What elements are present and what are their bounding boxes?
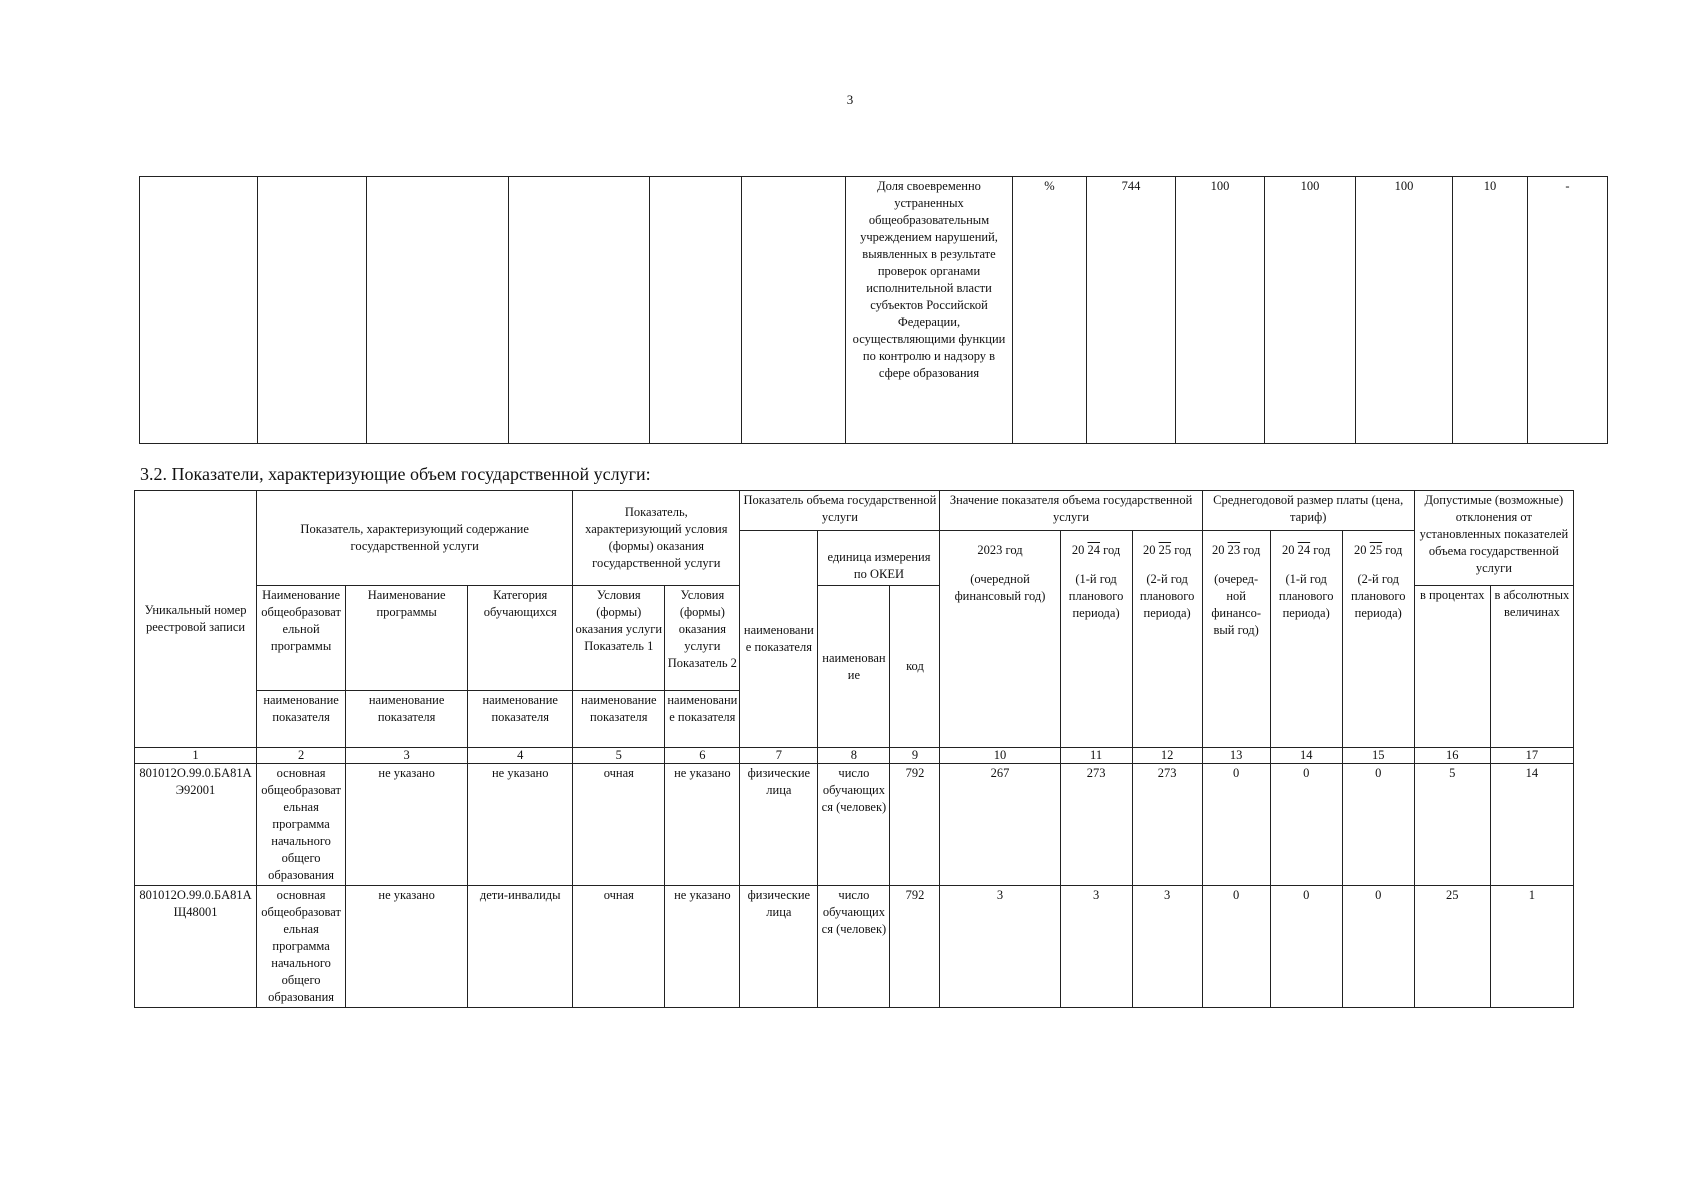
column-number: 12 (1132, 748, 1202, 764)
plan1-label: (1-й год планового периода) (1068, 572, 1124, 620)
empty-cell (367, 177, 509, 444)
quality-deviation-absolute: - (1528, 177, 1608, 444)
fee-2024-header (1270, 531, 1342, 748)
quality-code: 744 (1087, 177, 1176, 444)
empty-cell (742, 177, 846, 444)
fee-2023-label: 20 23 год (1211, 543, 1261, 557)
indicator-name-header: наименование показателя (740, 531, 818, 748)
column-number: 3 (346, 748, 468, 764)
unit-name-header: наименование (818, 586, 890, 748)
deviation-percent: 5 (1414, 764, 1490, 886)
column-number: 1 (135, 748, 257, 764)
conditions1-header: Условия (формы) оказания услуги Показатель 1 (573, 586, 665, 691)
volume-2024: 273 (1060, 764, 1132, 886)
column-number: 15 (1342, 748, 1414, 764)
year-2024-header (1060, 531, 1132, 748)
empty-cell (509, 177, 650, 444)
volume-2023: 3 (940, 886, 1060, 1008)
unit-okei-label: единица измерения по ОКЕИ (827, 550, 931, 581)
column-number: 14 (1270, 748, 1342, 764)
volume-2023: 267 (940, 764, 1060, 886)
current-fin-year-label: (очередной финансовый год) (954, 572, 1046, 603)
conditions-indicator-header: Показатель, характеризующий условия (формы) оказания государственной услуги (573, 491, 740, 586)
fee-2023-header (1202, 531, 1270, 748)
empty-cell (140, 177, 258, 444)
fee-plan1-label: (1-й год планового периода) (1278, 572, 1334, 620)
year-2024-label: 20 24 год (1071, 543, 1121, 557)
empty-cell (650, 177, 742, 444)
column-number: 16 (1414, 748, 1490, 764)
volume-value-header: Значение показателя объема государственной услуги (940, 491, 1202, 531)
section-title: 3.2. Показатели, характеризующие объем государственной услуги: (140, 464, 651, 484)
condition-2: не указано (665, 764, 740, 886)
fee-2023: 0 (1202, 764, 1270, 886)
student-category-header: Категория обучающихся (468, 586, 573, 691)
volume-indicator-header: Показатель объема государственной услуги (740, 491, 940, 531)
volume-2025: 3 (1132, 886, 1202, 1008)
deviation-absolute: 14 (1490, 764, 1573, 886)
in-absolute-header: в абсолютных величинах (1490, 586, 1573, 748)
column-number-row (135, 748, 1574, 764)
edu-program: основная общеобразовательная программа начального общего образования (257, 764, 346, 886)
student-category: дети-инвалиды (468, 886, 573, 1008)
indicator-name-sub-3: наименование показателя (346, 691, 468, 748)
unit-code: 792 (890, 764, 940, 886)
fee-2025: 0 (1342, 764, 1414, 886)
fee-2024: 0 (1270, 764, 1342, 886)
table-row (135, 886, 1574, 1008)
program-name: не указано (346, 886, 468, 1008)
edu-program-name-header: Наименование общеобразовательной программы (257, 586, 346, 691)
allowed-deviation-header: Допустимые (возможные) отклонения от установленных показателей объема государственной услуги (1414, 491, 1573, 586)
student-category: не указано (468, 764, 573, 886)
year-2023-header (940, 531, 1060, 748)
fee-2023: 0 (1202, 886, 1270, 1008)
unit-name: число обучающихся (человек) (818, 764, 890, 886)
column-number: 10 (940, 748, 1060, 764)
registry-number: 801012О.99.0.БА81АЭ92001 (135, 764, 257, 886)
quality-value-2025: 100 (1356, 177, 1453, 444)
column-number: 5 (573, 748, 665, 764)
unit-code-header: код (890, 586, 940, 748)
program-name: не указано (346, 764, 468, 886)
indicator-name-sub-4: наименование показателя (468, 691, 573, 748)
fee-2025: 0 (1342, 886, 1414, 1008)
volume-indicator-table (134, 490, 1574, 1008)
empty-cell (258, 177, 367, 444)
column-number: 17 (1490, 748, 1573, 764)
quality-indicator-name: Доля своевременно устраненных общеобразовательным учреждением нарушений, выявленных в результате проверок органами исполнительной власти субъектов Российской Федерации, осуществляющими функции по контролю и надзору в сфере образования (846, 177, 1013, 444)
unique-number-header: Уникальный номер реестровой записи (135, 491, 257, 748)
unit-code: 792 (890, 886, 940, 1008)
indicator-name-sub-5: наименование показателя (573, 691, 665, 748)
column-number: 8 (818, 748, 890, 764)
column-number: 11 (1060, 748, 1132, 764)
registry-number: 801012О.99.0.БА81АЩ48001 (135, 886, 257, 1008)
page-number: 3 (846, 92, 854, 107)
unit-name: число обучающихся (человек) (818, 886, 890, 1008)
volume-indicator: физические лица (740, 764, 818, 886)
fee-plan2-label: (2-й год планового периода) (1350, 572, 1406, 620)
quality-indicator-table (139, 176, 1608, 444)
volume-2024: 3 (1060, 886, 1132, 1008)
column-number: 4 (468, 748, 573, 764)
column-number: 13 (1202, 748, 1270, 764)
in-percent-header: в процентах (1414, 586, 1490, 748)
volume-2025: 273 (1132, 764, 1202, 886)
service-form: очная (573, 764, 665, 886)
quality-unit: % (1013, 177, 1087, 444)
deviation-absolute: 1 (1490, 886, 1573, 1008)
column-number: 7 (740, 748, 818, 764)
table-row (135, 764, 1574, 886)
fee-2024-label: 20 24 год (1282, 543, 1331, 557)
plan2-label: (2-й год планового периода) (1139, 572, 1195, 620)
volume-indicator: физические лица (740, 886, 818, 1008)
edu-program: основная общеобразовательная программа начального общего образования (257, 886, 346, 1008)
fee-2025-label: 20 25 год (1354, 543, 1403, 557)
column-number: 9 (890, 748, 940, 764)
fee-2025-header (1342, 531, 1414, 748)
unit-okei-header (818, 531, 940, 586)
avg-fee-header: Среднегодовой размер платы (цена, тариф) (1202, 491, 1414, 531)
column-number: 6 (665, 748, 740, 764)
quality-value-2024: 100 (1265, 177, 1356, 444)
column-number: 2 (257, 748, 346, 764)
fee-2024: 0 (1270, 886, 1342, 1008)
current-fin-year2-label: (очеред-ной финансо-вый год) (1211, 572, 1261, 637)
year-2025-label: 20 25 год (1142, 543, 1192, 557)
indicator-name-sub-6: наименование показателя (665, 691, 740, 748)
year-2023-label: 2023 год (977, 543, 1023, 557)
program-name-header: Наименование программы (346, 586, 468, 691)
year-2025-header (1132, 531, 1202, 748)
indicator-name-sub-2: наименование показателя (257, 691, 346, 748)
quality-deviation-percent: 10 (1453, 177, 1528, 444)
condition-2: не указано (665, 886, 740, 1008)
service-form: очная (573, 886, 665, 1008)
conditions2-header: Условия (формы) оказания услуги Показатель 2 (665, 586, 740, 691)
quality-value-2023: 100 (1176, 177, 1265, 444)
content-indicator-header: Показатель, характеризующий содержание государственной услуги (257, 491, 573, 586)
deviation-percent: 25 (1414, 886, 1490, 1008)
